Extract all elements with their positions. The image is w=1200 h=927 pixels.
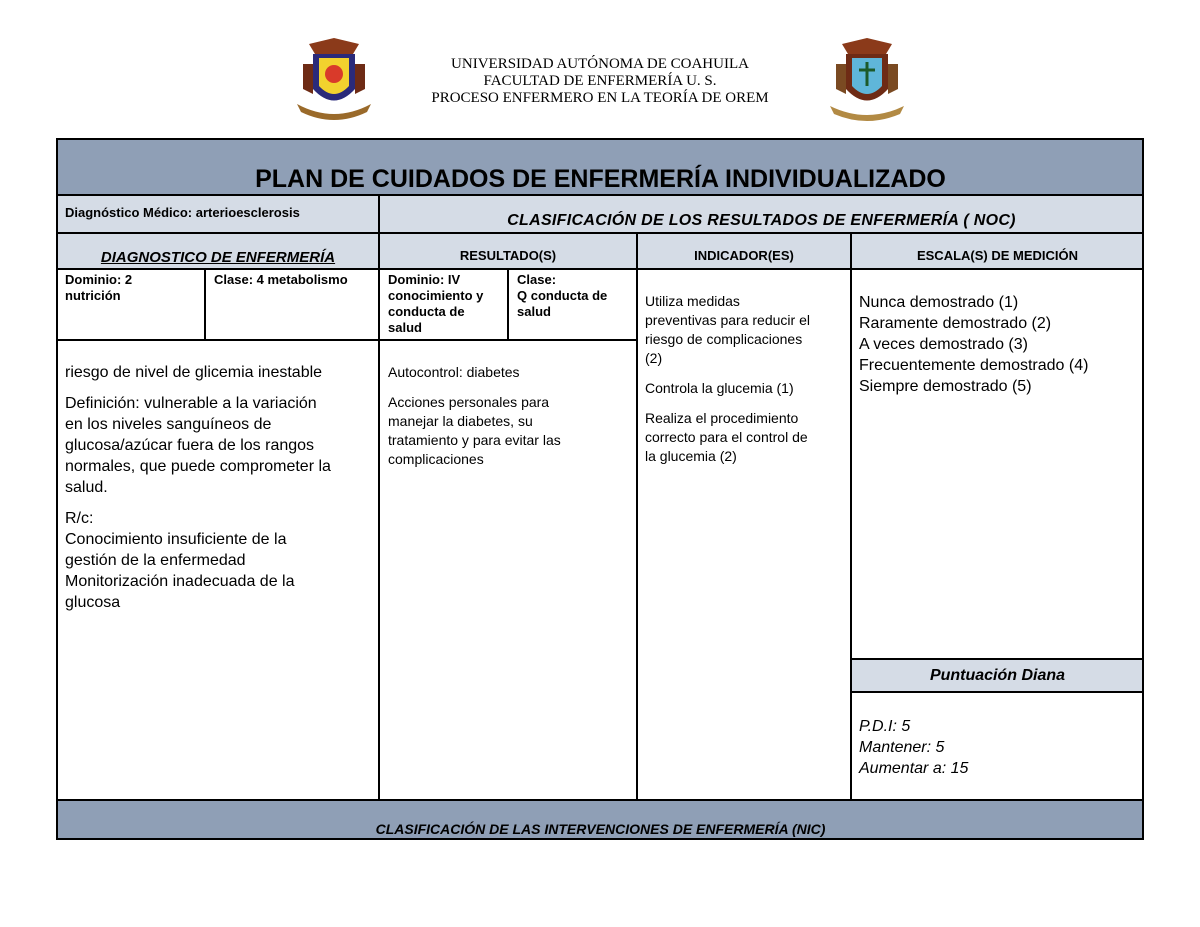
indicator-line: Controla la glucemia (1) <box>645 380 794 396</box>
diagnosis-definition-line: glucosa/azúcar fuera de los rangos <box>65 437 315 454</box>
result-domain-line-4: salud <box>388 320 422 335</box>
nursing-diagnosis-text <box>65 362 331 613</box>
result-domain-line-3: conducta de <box>388 304 465 319</box>
institution-header <box>360 56 840 107</box>
diagnosis-domain <box>65 272 132 304</box>
scale-text <box>859 292 1088 397</box>
result-text <box>388 363 561 469</box>
result-label: Autocontrol: diabetes <box>388 364 520 380</box>
nursing-diagnosis-header: DIAGNOSTICO DE ENFERMERÍA <box>100 249 336 266</box>
result-domain-number: Dominio: IV <box>388 272 461 287</box>
indicator-line: riesgo de complicaciones <box>645 331 803 347</box>
scale-column-header: ESCALA(S) DE MEDICIÓN <box>916 248 1079 263</box>
indicator-line: (2) <box>645 350 663 366</box>
process-name: PROCESO ENFERMERO EN LA TEORÍA DE OREM <box>431 90 769 106</box>
score-raise: Aumentar a: 15 <box>859 760 969 777</box>
result-domain <box>388 272 483 336</box>
result-definition-line: tratamiento y para evitar las <box>388 432 561 448</box>
indicator-line: correcto para el control de <box>645 429 808 445</box>
diagnosis-domain-name: nutrición <box>65 288 121 303</box>
score-header: Puntuación Diana <box>929 667 1066 684</box>
result-class-line-3: salud <box>517 304 551 319</box>
diagnosis-domain-number: Dominio: 2 <box>65 272 133 287</box>
score-keep: Mantener: 5 <box>859 739 945 756</box>
scale-item: Siempre demostrado (5) <box>859 378 1032 395</box>
result-column-header: RESULTADO(S) <box>459 248 557 263</box>
scale-item: Nunca demostrado (1) <box>859 294 1019 311</box>
related-factor-line: Conocimiento insuficiente de la <box>65 531 287 548</box>
diagnosis-definition-line: en los niveles sanguíneos de <box>65 416 272 433</box>
score-pdi: P.D.I: 5 <box>859 718 911 735</box>
medical-diagnosis: Diagnóstico Médico: arterioesclerosis <box>65 205 300 220</box>
related-to-label: R/c: <box>65 510 94 527</box>
score-values <box>859 716 968 779</box>
noc-header: CLASIFICACIÓN DE LOS RESULTADOS DE ENFERMERÍA ( NOC) <box>507 212 1016 229</box>
plan-title: PLAN DE CUIDADOS DE ENFERMERÍA INDIVIDUALIZADO <box>255 165 946 193</box>
indicator-line: Utiliza medidas <box>645 293 740 309</box>
result-class-label: Clase: <box>517 272 557 287</box>
indicator-column-header: INDICADOR(ES) <box>694 248 794 263</box>
diagnosis-label: riesgo de nivel de glicemia inestable <box>65 364 323 381</box>
indicator-text <box>645 292 810 466</box>
indicator-line: la glucemia (2) <box>645 448 737 464</box>
result-class-line-2: Q conducta de <box>517 288 608 303</box>
diagnosis-definition-line: normales, que puede comprometer la <box>65 458 331 475</box>
related-factor-line: glucosa <box>65 594 121 611</box>
result-definition-line: complicaciones <box>388 451 484 467</box>
result-definition-line: manejar la diabetes, su <box>388 413 533 429</box>
nic-header: CLASIFICACIÓN DE LAS INTERVENCIONES DE ENFERMERÍA (NIC) <box>375 821 826 837</box>
result-definition-line: Acciones personales para <box>388 394 550 410</box>
diagnosis-definition-line: salud. <box>65 479 108 496</box>
indicator-line: Realiza el procedimiento <box>645 410 799 426</box>
scale-item: Raramente demostrado (2) <box>859 315 1052 332</box>
faculty-name: FACULTAD DE ENFERMERÍA U. S. <box>483 73 717 89</box>
result-class <box>517 272 607 320</box>
diagnosis-class: Clase: 4 metabolismo <box>214 272 348 287</box>
university-name: UNIVERSIDAD AUTÓNOMA DE COAHUILA <box>451 56 749 72</box>
related-factor-line: Monitorización inadecuada de la <box>65 573 295 590</box>
diagnosis-definition-line: Definición: vulnerable a la variación <box>65 395 317 412</box>
faculty-shield-icon <box>826 34 908 122</box>
scale-item: Frecuentemente demostrado (4) <box>859 357 1089 374</box>
indicator-line: preventivas para reducir el <box>645 312 810 328</box>
scale-item: A veces demostrado (3) <box>859 336 1028 353</box>
related-factor-line: gestión de la enfermedad <box>65 552 246 569</box>
result-domain-line-2: conocimiento y <box>388 288 484 303</box>
